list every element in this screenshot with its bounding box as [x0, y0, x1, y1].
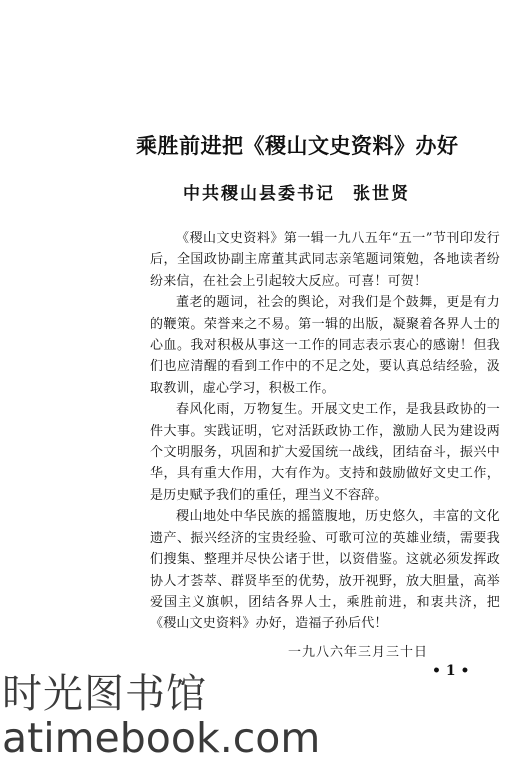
article-title: 乘胜前进把《稷山文史资料》办好	[136, 134, 459, 158]
watermark-url: atimebook.com	[2, 714, 321, 762]
author-line	[183, 179, 483, 204]
page-number: • 1 •	[432, 663, 470, 679]
author-org: 中共稷山县委书记	[183, 184, 335, 204]
watermark-chinese: 时光图书馆	[2, 671, 207, 717]
article-date: 一九八六年三月三十日	[288, 645, 429, 660]
paragraph: 董老的题词，社会的舆论，对我们是个鼓舞，更是有力的鞭策。荣誉来之不易。第一辑的出版，凝聚着各界人士的心血。我对积极从事这一工作的同志表示衷心的感谢！但我们也应清醒的看到工作中的不足之处，要认真总结经验，汲取教训，虚心学习，积极工作。	[150, 295, 500, 396]
author-name: 张世贤	[353, 184, 410, 204]
paragraph: 春风化雨，万物复生。开展文史工作，是我县政协的一件大事。实践证明，它对活跃政协工作，激励人民为建设两个文明服务，巩固和扩大爱国统一战线，团结奋斗，振兴中华，具有重大作用，大有作为。支持和鼓励做好文史工作，是历史赋予我们的重任，理当义不容辞。	[150, 402, 500, 503]
paragraph: 稷山地处中华民族的摇篮腹地，历史悠久，丰富的文化遗产、振兴经济的宝贵经验、可歌可泣的英雄业绩，需要我们搜集、整理并尽快公诸于世，以资借鉴。这就必须发挥政协人才荟萃、群贤毕至的优势，放开视野，放大胆量，高举爱国主义旗帜，团结各界人士，乘胜前进，和衷共济，把《稷山文史资料》办好，造福子孙后代！	[150, 509, 500, 632]
paragraph: 《稷山文史资料》第一辑一九八五年“五一”节刊印发行后，全国政协副主席董其武同志亲笔题词策勉，各地读者纷纷来信，在社会上引起较大反应。可喜！可贺！	[150, 231, 500, 289]
article-body	[150, 228, 500, 635]
